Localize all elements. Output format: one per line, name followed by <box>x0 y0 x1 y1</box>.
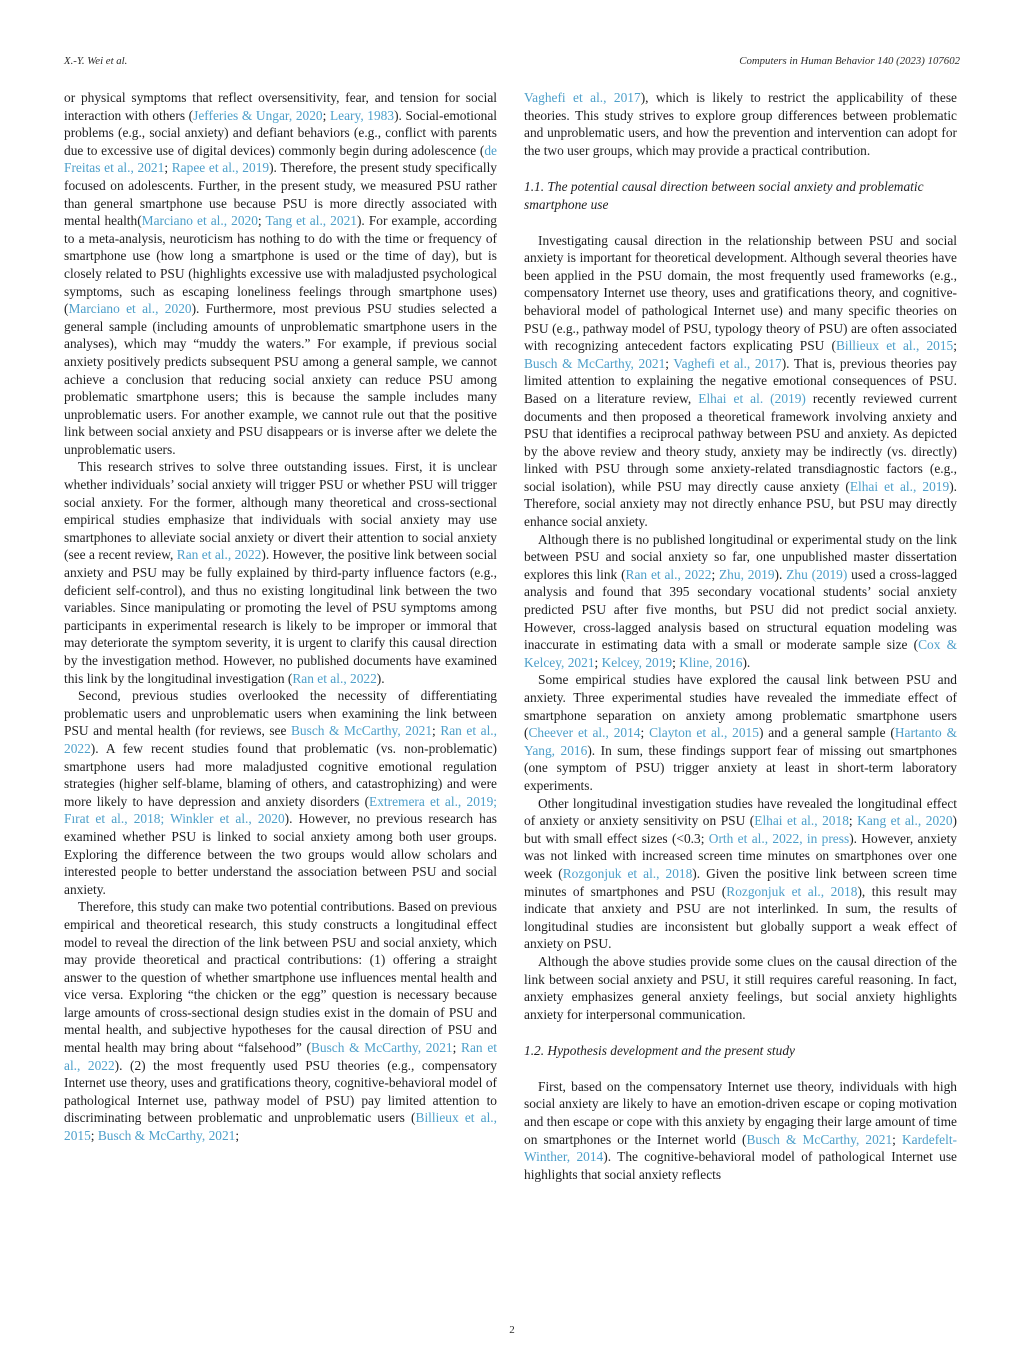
text-run: ; <box>848 813 858 829</box>
text-run: ; <box>640 725 650 741</box>
text-run: ) and a general sample ( <box>758 725 895 741</box>
text-run: This research strives to solve three outstanding issues. First, it is unclear whether individuals’ social anxiety will trigger PSU or whether PSU will trigger social anxiety. For the former, although many theoretical and cross-sectional empirical studies emphasize that individuals with social anxiety may use smartphones to alleviate social anxiety or divert their attention to social anxiety (see a recent review, <box>64 459 497 563</box>
text-run: ). <box>376 670 385 686</box>
citation-link[interactable]: Marciano et al., 2020 <box>141 213 258 229</box>
citation-link[interactable]: Kelcey, 2019 <box>601 654 673 670</box>
text-run: ). The cognitive-behavioral model of pathological Internet use highlights that social anxiety reflects <box>524 1149 958 1182</box>
citation-link[interactable]: Rozgonjuk et al., 2018 <box>562 865 693 881</box>
citation-link[interactable]: Orth et al., 2022, in press <box>708 830 850 846</box>
citation-link[interactable]: Jefferies & Ungar, 2020 <box>193 107 323 123</box>
text-run: ; <box>235 1128 240 1144</box>
text-run: ; <box>953 338 957 354</box>
paragraph <box>524 953 957 1023</box>
text-run: ). In sum, these findings support fear of missing out smartphones (one symptom of PSU) trigger anxiety at least in short-term laboratory experiments. <box>524 742 957 793</box>
citation-link[interactable]: Vaghefi et al., 2017 <box>524 90 641 105</box>
text-run: ). Therefore, social anxiety may not directly enhance PSU, but PSU may directly enhance social anxiety. <box>524 478 957 530</box>
text-run: Investigating causal direction in the relationship between PSU and social anxiety is important for theoretical development. Although several theories have been applied in the PSU domain, the most frequently used frameworks (e.g., compensatory Internet use theory, uses and gratifications theory, and cognitive-behavioral model of pathological Internet use) and many specific theories on PSU (e.g., pathway model of PSU, typology theory of PSU) are often associated with recognizing antecedent factors explicating PSU ( <box>524 232 957 354</box>
text-run: ) but with small effect sizes (<0.3; <box>524 813 957 846</box>
page-number: 2 <box>509 1324 515 1336</box>
citation-link[interactable]: Busch & McCarthy, 2021 <box>97 1128 236 1144</box>
citation-link[interactable]: Busch & McCarthy, 2021 <box>310 1040 453 1056</box>
citation-link[interactable]: Billieux et al., 2015 <box>835 338 954 354</box>
citation-link[interactable]: Tang et al., 2021 <box>265 213 357 229</box>
journal-citation: Computers in Human Behavior 140 (2023) 107602 <box>739 55 960 67</box>
paragraph <box>524 1078 957 1184</box>
text-run: Therefore, this study can make two potential contributions. Based on previous empirical and theoretical research, this study constructs a longitudinal effect model to reveal the direction of the link between PSU and social anxiety, which may provide theoretical and practical contributions: (1) offering a straight answer to the question of whether smartphone use influences mental health and vice versa. Exploring “the chicken or the egg” question is necessary because large amounts of cross-sectional design studies exist in the domain of PSU and mental health, and subjective hypotheses for the causal direction of PSU and mental health may bring about “falsehood” ( <box>64 899 497 1056</box>
paragraph <box>64 898 497 1144</box>
citation-link[interactable]: Vaghefi et al., 2017 <box>673 355 782 371</box>
text-run: ; <box>665 355 674 371</box>
citation-link[interactable]: Ran et al., 2022 <box>64 1040 498 1073</box>
citation-link[interactable]: Clayton et al., 2015 <box>649 725 759 741</box>
citation-link[interactable]: Elhai et al., 2018 <box>754 813 849 829</box>
citation-link[interactable]: Billieux et al., 2015 <box>64 1110 497 1144</box>
paragraph <box>524 89 957 159</box>
citation-link[interactable]: Leary, 1983 <box>329 107 395 123</box>
citation-link[interactable]: Rozgonjuk et al., 2018 <box>726 883 858 899</box>
section-heading: 1.1. The potential causal direction between social anxiety and problematic smartphone use <box>524 179 924 212</box>
citation-link[interactable]: Ran et al., 2022 <box>176 547 262 563</box>
text-run: ). A few recent studies found that problematic (vs. non-problematic) smartphone users had more maladjusted cognitive emotional regulation strategies (higher self-blame, blaming of others, and catastrophizing) and were more likely to have depression and anxiety disorders ( <box>64 740 497 809</box>
paragraph <box>64 687 497 898</box>
text-run: ). <box>774 566 787 582</box>
citation-link[interactable]: Kang et al., 2020 <box>857 813 953 829</box>
text-run: ), which is likely to restrict the applicability of these theories. This study strives to explore group differences between problematic and unproblematic users, and how the prevention and intervention can adopt for the two user groups, which may provide a practical contribution. <box>524 90 957 158</box>
citation-link[interactable]: Kline, 2016 <box>679 654 743 670</box>
text-run: ; <box>164 160 172 176</box>
text-run: ). Given the positive link between screen time minutes of smartphones and PSU ( <box>524 865 957 899</box>
running-author: X.-Y. Wei et al. <box>64 55 128 67</box>
citation-link[interactable]: Hartanto & Yang, 2016 <box>524 725 957 758</box>
paragraph <box>524 232 957 531</box>
citation-link[interactable]: Zhu (2019) <box>786 566 848 582</box>
text-run: ; <box>711 566 719 582</box>
paragraph <box>64 458 497 687</box>
text-run: ). Therefore, the present study specifically focused on adolescents. Further, in the present study, we measured PSU rather than general smartphone use because PSU is more directly associated with mental health( <box>64 160 497 229</box>
section-heading: 1.2. Hypothesis development and the present study <box>524 1043 795 1059</box>
paragraph <box>64 89 497 458</box>
citation-link[interactable]: Extremera et al., 2019; Fırat et al., 2018; Winkler et al., 2020 <box>64 793 497 827</box>
citation-link[interactable]: Ran et al., 2022 <box>625 566 712 582</box>
text-run: ). For example, according to a meta-analysis, neuroticism has nothing to do with the time or frequency of smartphone use (how long a smartphone is used or the time of day), but is closely related to PSU (highlights excessive use with maladjusted psychological symptoms, such as escaping loneliness feelings through smartphone uses) ( <box>64 213 498 317</box>
citation-link[interactable]: Marciano et al., 2020 <box>68 301 192 317</box>
paragraph <box>524 795 957 953</box>
citation-link[interactable]: Ran et al., 2022 <box>292 670 377 686</box>
text-run: ; <box>452 1040 462 1056</box>
text-run: First, based on the compensatory Internet use theory, individuals with high social anxiety are likely to have an emotion-driven escape or coping motivation and then escape or cope with this anxiety by engaging their large amount of time on smartphones or the Internet world ( <box>524 1078 957 1147</box>
citation-link[interactable]: Zhu, 2019 <box>719 566 775 582</box>
citation-link[interactable]: Busch & McCarthy, 2021 <box>524 355 666 371</box>
text-run: Second, previous studies overlooked the necessity of differentiating problematic users and unproblematic users when examining the link between PSU and mental health (for reviews, see <box>64 688 497 739</box>
text-run: ; <box>672 654 680 670</box>
citation-link[interactable]: Busch & McCarthy, 2021 <box>290 723 433 739</box>
text-run: ). However, no previous research has examined whether PSU is linked to social anxiety among both user groups. Exploring the difference between the two groups would allow scholars and interested people to better understand the association between PSU and social anxiety. <box>64 811 497 897</box>
text-run: ). Social-emotional problems (e.g., social anxiety) and defiant behaviors (e.g., conflict with parents due to excessive use of digital devices) commonly begin during adolescence ( <box>64 107 497 158</box>
citation-link[interactable]: Cheever et al., 2014 <box>528 725 641 741</box>
right-column <box>524 89 957 1183</box>
text-run: Some empirical studies have explored the causal link between PSU and anxiety. Three experimental studies have revealed the immediate effect of smartphone separation on anxiety among problematic smartphone users ( <box>524 672 957 741</box>
citation-link[interactable]: Rapee et al., 2019 <box>171 160 270 176</box>
left-column <box>64 89 497 1183</box>
citation-link[interactable]: de Freitas et al., 2021 <box>64 142 497 176</box>
paragraph <box>524 671 957 794</box>
text-run: ). Furthermore, most previous PSU studies selected a general sample (including amounts of unproblematic smartphone users in the analyses), which may “muddy the waters.” For example, if previous social anxiety positively predicts subsequent PSU among a general sample, we cannot achieve a conclusion that reducing social anxiety can reduce PSU among problematic smartphone users; this is because the sample includes many unproblematic users. For another example, we cannot rule out that the positive link between social anxiety and PSU disappears or is inverse after we delete the unproblematic users. <box>64 301 498 457</box>
text-run: recently reviewed current documents and then proposed a theoretical framework involving anxiety and PSU that identifies a reciprocal pathway between PSU and anxiety. As depicted by the above review and theory study, anxiety may be indirectly (vs. directly) linked with PSU through some anxiety-related transdiagnostic factors (e.g., social isolation), while PSU may directly cause anxiety ( <box>524 390 957 494</box>
text-run: ), this result may indicate that anxiety and PSU are not interlinked. In sum, the results of longitudinal studies are inconsistent but globally support a weak effect of anxiety on PSU. <box>524 883 957 952</box>
text-run: ). (2) the most frequently used PSU theories (e.g., compensatory Internet use theory, uses and gratifications theory, cognitive-behavioral model of pathological Internet use, pathway model of PSU) pay limited attention to discriminating between problematic and unproblematic users ( <box>64 1057 497 1126</box>
text-run: ; <box>594 654 602 670</box>
paragraph <box>524 531 957 672</box>
citation-link[interactable]: Kardefelt-Winther, 2014 <box>524 1131 957 1165</box>
citation-link[interactable]: Elhai et al. (2019) <box>698 390 806 406</box>
text-run: ). However, anxiety was not linked with increased screen time minutes on smartphones over one week ( <box>524 830 958 881</box>
text-run: ; <box>257 213 266 229</box>
citation-link[interactable]: Cox & Kelcey, 2021 <box>524 637 957 670</box>
text-run: used a cross-lagged analysis and found that 395 secondary vocational students’ social anxiety predicted PSU after five months, but PSU did not predict social anxiety. However, cross-lagged analysis based on structural equation modeling was inaccurate in estimating data with a small or moderate sample size ( <box>524 566 958 653</box>
text-run: ). <box>742 654 751 670</box>
text-run: ; <box>432 723 441 739</box>
text-run: ). That is, previous theories pay limited attention to explaining the negative emotional consequences of PSU. Based on a literature review, <box>524 355 957 406</box>
text-run: or physical symptoms that reflect oversensitivity, fear, and tension for social interaction with others ( <box>64 90 497 123</box>
text-run: Other longitudinal investigation studies have revealed the longitudinal effect of anxiety or anxiety sensitivity on PSU ( <box>524 795 957 829</box>
text-run: ; <box>322 107 330 123</box>
text-run: ). However, the positive link between social anxiety and PSU may be fully explained by third-party influence factors (e.g., deficient self-control), and thus no existing longitudinal link between the two variables. Since manipulating or promoting the level of PSU symptoms among participants in experimental research is likely to be improper or immoral that may deteriorate the symptom severity, it is urgent to clarify this causal direction by the investigation method. However, no published documents have examined this link by the longitudinal investigation ( <box>64 547 497 686</box>
two-column-body <box>64 89 957 1183</box>
citation-link[interactable]: Busch & McCarthy, 2021 <box>746 1131 893 1147</box>
text-run: Although there is no published longitudinal or experimental study on the link between PSU and social anxiety so far, one unpublished master dissertation explores this link ( <box>524 531 957 582</box>
text-run: ; <box>90 1128 98 1144</box>
citation-link[interactable]: Elhai et al., 2019 <box>849 478 950 494</box>
text-run: ; <box>892 1131 902 1147</box>
text-run: Although the above studies provide some clues on the causal direction of the link between social anxiety and PSU, it still requires careful reasoning. In fact, anxiety emphasizes general anxiety feelings, but social anxiety highlights anxiety for interpersonal communication. <box>524 953 957 1022</box>
citation-link[interactable]: Ran et al., 2022 <box>64 723 497 756</box>
page-header <box>64 55 960 67</box>
